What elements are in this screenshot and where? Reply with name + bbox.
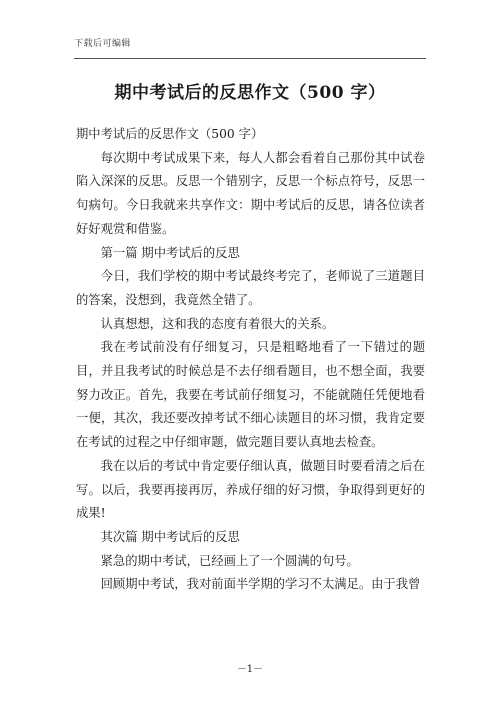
paragraph: 认真想想，这和我的态度有着很大的关系。 [100,316,335,331]
paragraph: 紧急的期中考试，已经画上了一个圆满的句号。 [100,553,359,568]
paragraph: 其次篇 期中考试后的反思 [100,529,240,544]
paragraph: 每次期中考试成果下来，每人人都会看着自己那份其中试卷陷入深深的反思。反思一个错别字，反思一个标点符号，反思一句病句。今日我就来共享作文：期中考试后的反思，请各位读者好好观赏和借鉴。 [76,150,425,236]
page-number: －1－ [236,664,264,675]
paragraph: 今日，我们学校的期中考试最终考完了，老师说了三道题目的答案，没想到，我竟然全错了。 [76,269,425,307]
paragraph: 回顾期中考试，我对前面半学期的学习不太满足。由于我曾 [100,577,421,592]
paragraph: 我在以后的考试中肯定要仔细认真，做题目时要看清之后在写。以后，我要再接再厉，养成仔细的好习惯，争取得到更好的成果! [76,458,425,521]
paragraph: 我在考试前没有仔细复习，只是粗略地看了一下错过的题目，并且我考试的时候总是不去仔细看题目，也不想全面，我要努力改正。首先，我要在考试前仔细复习，不能就随任凭便地看一便，其次，我还要改掉考试不细心读题目的坏习惯，我肯定要在考试的过程之中仔细审题，做完题目要认真地去检查。 [76,340,425,450]
document-title: 期中考试后的反思作文（500 字） [114,83,386,103]
header-note: 下载后可编辑 [74,39,132,49]
paragraph: 第一篇 期中考试后的反思 [100,245,240,260]
document-body [76,123,425,597]
paragraph: 期中考试后的反思作文（500 字） [76,127,264,141]
header-divider [74,58,426,59]
